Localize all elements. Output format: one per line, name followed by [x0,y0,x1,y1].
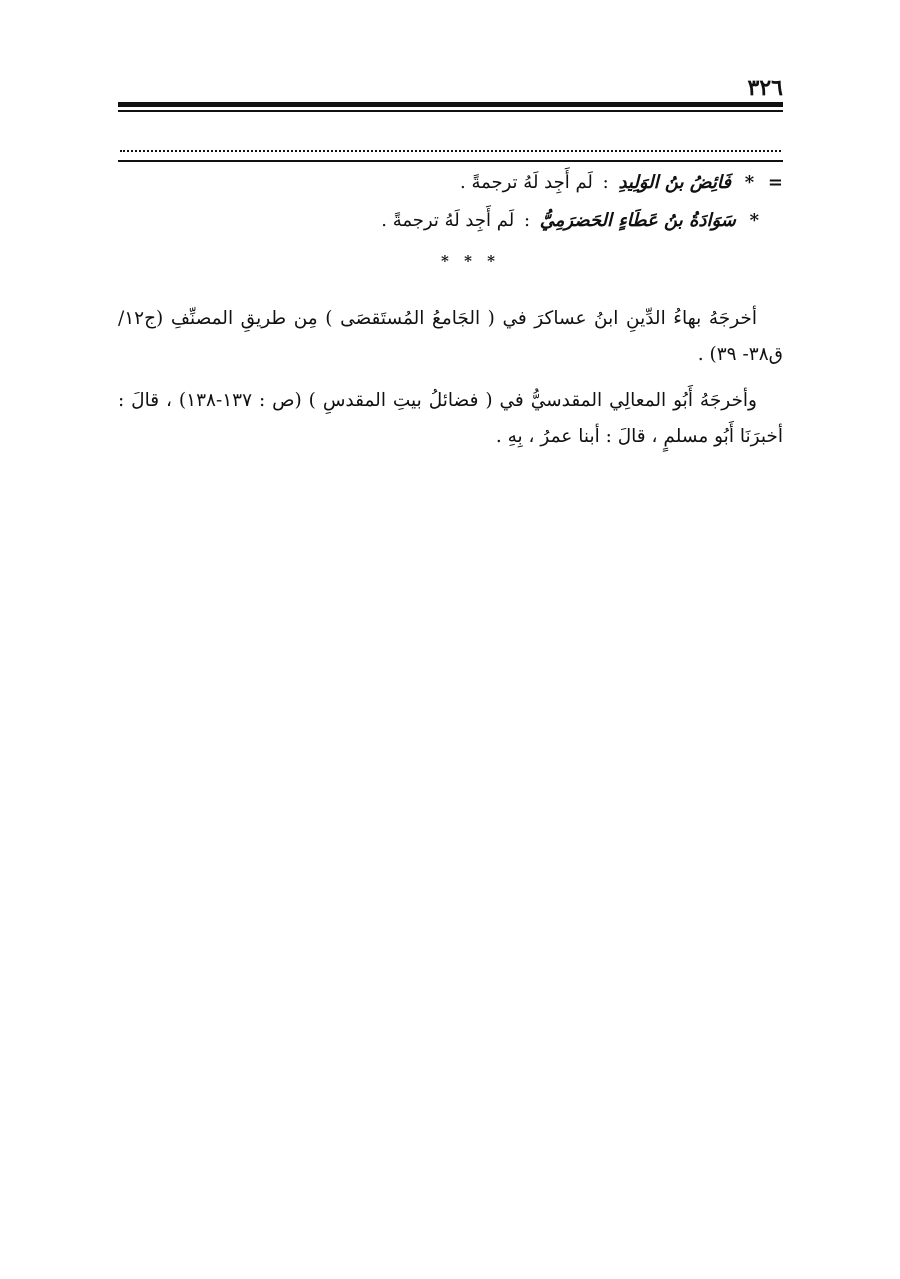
asterisk-icon: * [749,210,759,231]
header-rule-thick [118,102,783,107]
header-rule-thin [118,110,783,112]
asterisk-icon: * [744,172,755,193]
colon-separator: : [602,172,609,193]
continuation-mark: = [767,172,783,193]
narrator-comment: لَم أَجِد لَهُ ترجمةً . [460,172,593,193]
section-divider-stars: * * * [441,252,500,270]
book-page [118,0,783,1279]
page-number: ٣٢٦ [747,75,783,101]
narrator-name: فَائِضُ بنُ الوَلِيدِ [618,172,732,193]
colon-separator: : [523,210,531,231]
narrator-comment: لَم أَجِد لَهُ ترجمةً . [381,210,515,231]
footnote-dotted-separator [120,150,781,152]
takhrij-paragraph: وأخرجَهُ أَبُو المعالِي المقدسيُّ في ( فضائلُ بيتِ المقدسِ ) (ص : ١٣٧-١٣٨) ، قالَ : أخبرَنَا أَبُو مسلمٍ ، قالَ : أبنا عمرُ ، بِهِ . [118,389,783,447]
footnote-rule [118,160,783,162]
footnote-line [381,208,759,234]
takhrij-paragraph: أخرجَهُ بهاءُ الدِّينِ ابنُ عساكرَ في ( الجَامعُ المُستَقصَى ) مِن طريقِ المصنِّفِ (ج١٢/ ق٣٨- ٣٩) . [118,307,783,365]
narrator-name: سَوَادَةُ بنُ عَطَاءٍ الحَضرَمِيُّ [539,210,736,231]
footnote-line [460,170,783,196]
